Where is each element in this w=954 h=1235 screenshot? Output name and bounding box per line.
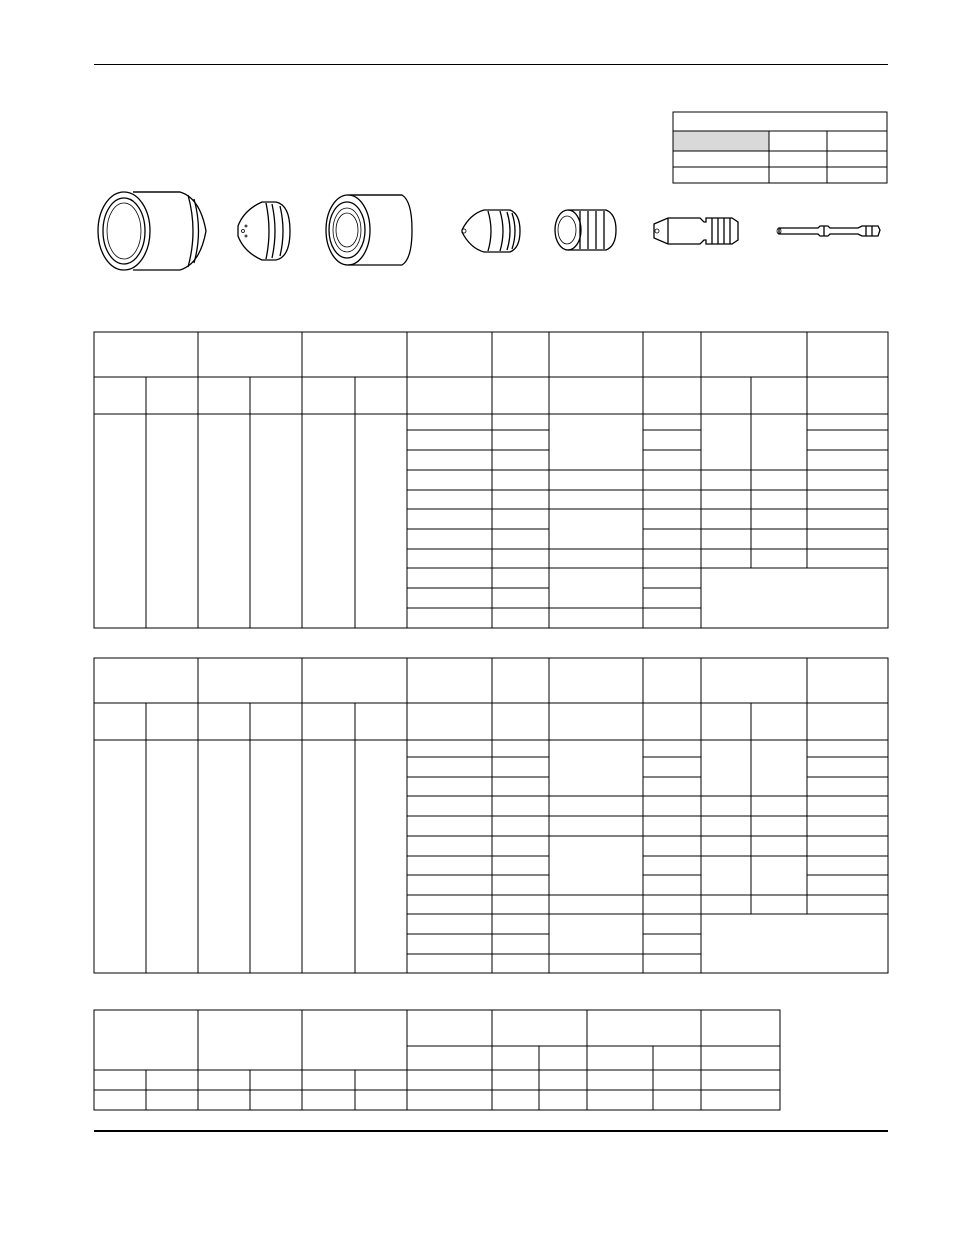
nozzle-icon: [462, 210, 520, 252]
retaining-cap-icon: [326, 195, 412, 265]
water-tube-icon: [777, 226, 880, 236]
process-table-1: [94, 332, 888, 628]
settings-table: [94, 1010, 780, 1110]
process-table-2: [94, 658, 888, 973]
key-table: [673, 112, 887, 183]
swirl-ring-icon: [555, 210, 616, 250]
shield-icon: [98, 192, 206, 270]
electrode-icon: [654, 218, 738, 244]
nozzle-retaining-cap-icon: [238, 202, 290, 260]
